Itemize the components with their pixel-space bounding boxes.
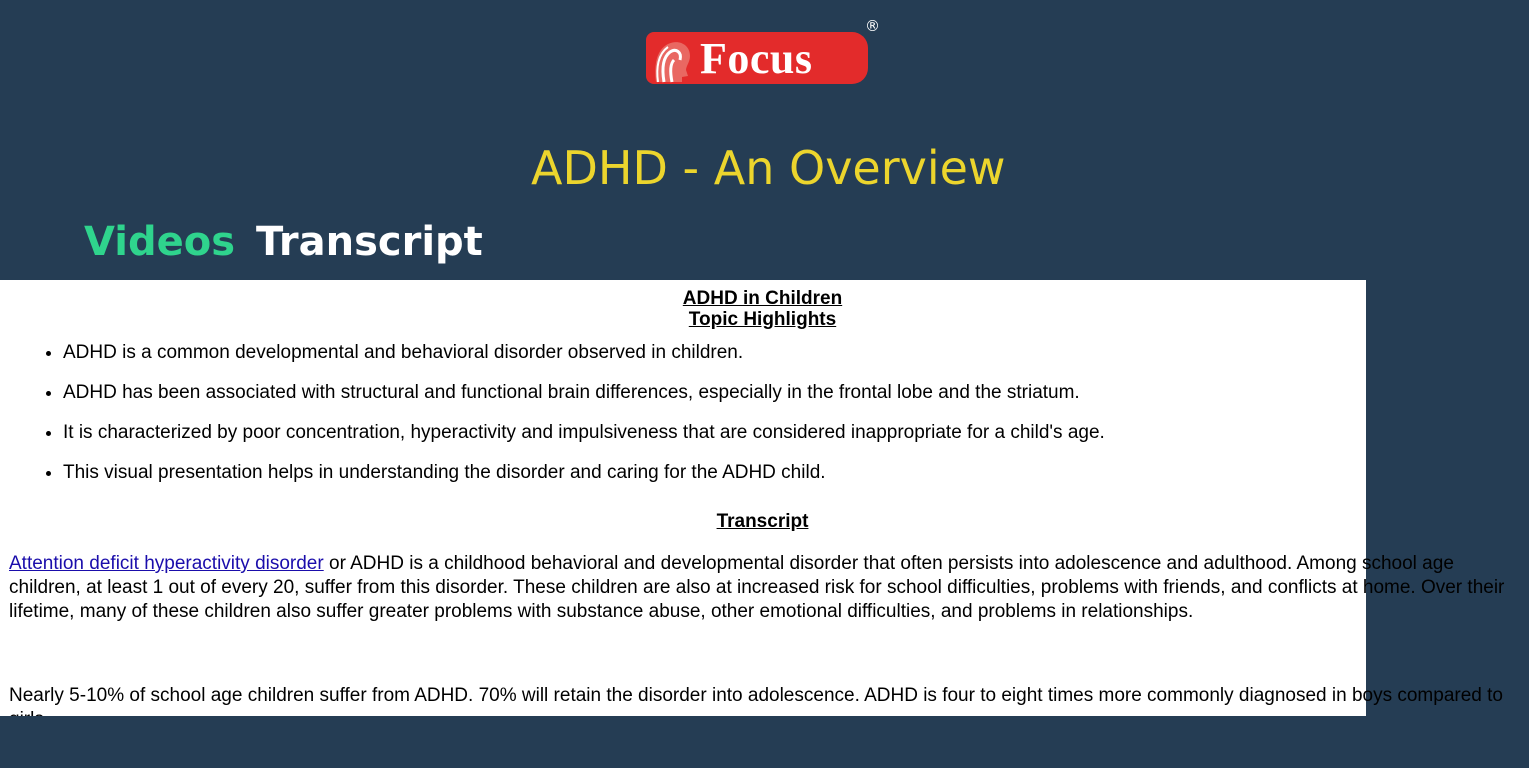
section-heading-topic-highlights: Topic Highlights xyxy=(688,309,837,330)
page-title: ADHD - An Overview xyxy=(531,141,1006,195)
list-item: • ADHD has been associated with structural and functional brain differences, especially in the frontal lobe and the striatum. xyxy=(63,382,1105,404)
focus-logo[interactable] xyxy=(646,32,868,84)
list-item: • This visual presentation helps in understanding the disorder and caring for the ADHD child. xyxy=(63,462,1105,484)
adhd-link[interactable]: Attention deficit hyperactivity disorder xyxy=(9,553,324,574)
tab-videos[interactable]: Videos xyxy=(84,219,236,265)
head-profile-icon xyxy=(650,36,694,84)
list-item: • ADHD is a common developmental and behavioral disorder observed in children. xyxy=(63,342,1105,364)
section-heading-transcript: Transcript xyxy=(716,511,809,532)
transcript-paragraph xyxy=(9,552,1529,624)
logo-text: Focus xyxy=(700,34,813,83)
tab-transcript[interactable]: Transcript xyxy=(256,219,483,265)
header xyxy=(0,0,1366,280)
highlights-list xyxy=(30,342,1105,484)
transcript-paragraph: Nearly 5-10% of school age children suffer from ADHD. 70% will retain the disorder into adolescence. ADHD is four to eight times more commonly diagnosed in boys compared to xyxy=(9,685,1503,706)
registered-mark: ® xyxy=(865,17,880,35)
section-heading-adhd-in-children: ADHD in Children xyxy=(682,288,843,309)
footer-bar xyxy=(0,716,1366,768)
paragraph-text: or ADHD is a childhood behavioral and developmental disorder that often persists into adolescence and adulthood. Among school age children, at least 1 out of every 20, suffer from this disorder. These children are also at increased risk for school difficulties, problems with friends, and conflicts at home. Over their lifetime, many of these children also suffer greater problems with substance abuse, other emotional difficulties, and problems in relationships. xyxy=(9,553,1505,622)
list-item: • It is characterized by poor concentration, hyperactivity and impulsiveness that are considered inappropriate for a child's age. xyxy=(63,422,1105,444)
transcript-content[interactable] xyxy=(0,280,1505,716)
